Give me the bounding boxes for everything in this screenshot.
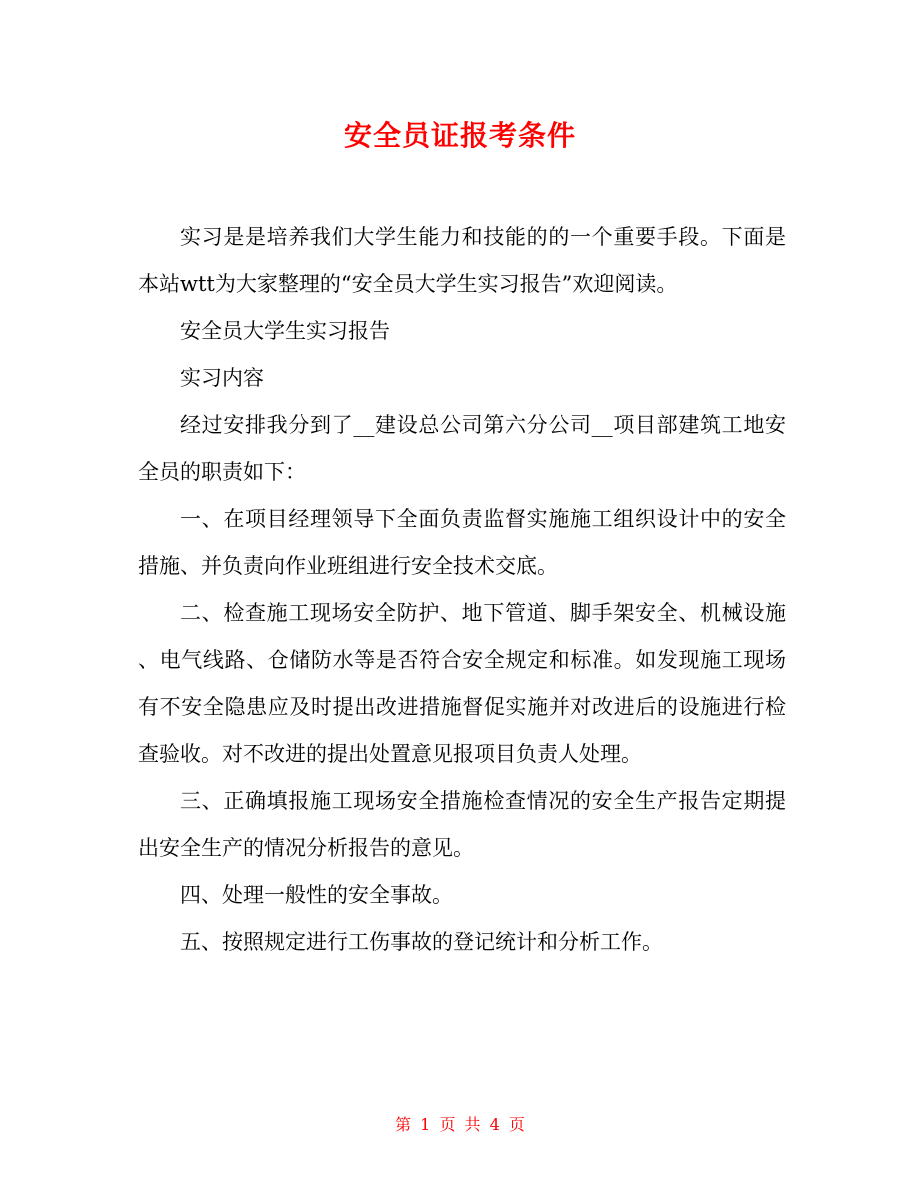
- paragraph-report-title: 安全员大学生实习报告: [180, 319, 390, 343]
- paragraph-duty-4: 四、处理一般性的安全事故。: [180, 883, 453, 907]
- paragraph-duty-1: 一、在项目经理领导下全面负责监督实施施工组织设计中的安全措施、并负责向作业班组进行安全技术交底。: [138, 507, 786, 578]
- document-title: 安全员证报考条件: [343, 119, 576, 152]
- paragraph-section-heading: 实习内容: [180, 366, 264, 390]
- paragraph-assignment: 经过安排我分到了__建设总公司第六分公司__项目部建筑工地安全员的职责如下：: [138, 413, 786, 484]
- paragraph-duty-3: 三、正确填报施工现场安全措施检查情况的安全生产报告定期提出安全生产的情况分析报告的意见。: [138, 789, 786, 860]
- paragraph-intro: 实习是是培养我们大学生能力和技能的的一个重要手段。下面是本站wtt为大家整理的“安全员大学生实习报告”欢迎阅读。: [138, 225, 786, 296]
- document-body: [138, 214, 786, 966]
- page-number-footer: 第 1 页 共 4 页: [395, 1115, 525, 1134]
- paragraph-duty-5: 五、按照规定进行工伤事故的登记统计和分析工作。: [180, 930, 663, 954]
- paragraph-duty-2: 二、检查施工现场安全防护、地下管道、脚手架安全、机械设施、电气线路、仓储防水等是否符合安全规定和标准。如发现施工现场有不安全隐患应及时提出改进措施督促实施并对改进后的设施进行检查验收。对不改进的提出处置意见报项目负责人处理。: [138, 601, 786, 766]
